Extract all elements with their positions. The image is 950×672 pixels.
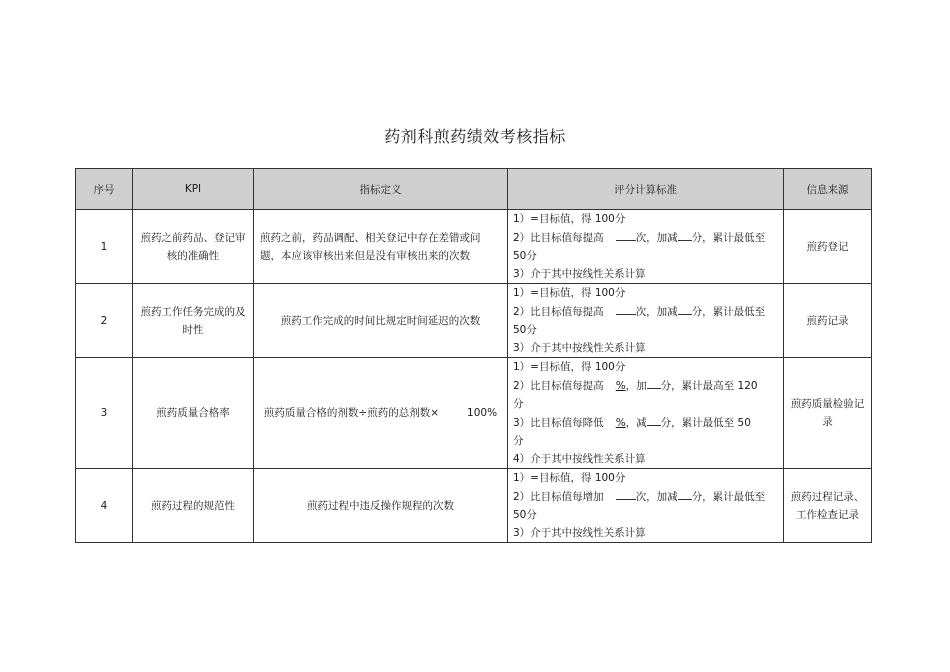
page-title: 药剂科煎药绩效考核指标 — [384, 127, 566, 146]
row-kpi: 煎药质量合格率 — [133, 358, 254, 469]
standard-line: 2）比目标值每提高 次，加减 分，累计最低至 — [513, 228, 778, 247]
standard-line: 分 — [513, 398, 524, 410]
standard-line: 3）介于其中按线性关系计算 — [513, 342, 646, 354]
row-no: 1 — [76, 210, 133, 284]
row-standard — [508, 284, 784, 358]
kpi-table — [75, 168, 872, 543]
standard-line: 1）=目标值，得 100分 — [513, 361, 626, 373]
row-kpi: 煎药之前药品、登记审核的准确性 — [133, 210, 254, 284]
row-source: 煎药过程记录、工作检查记录 — [784, 469, 872, 543]
standard-line: 3）介于其中按线性关系计算 — [513, 527, 646, 539]
standard-line: 3）比目标值每降低 %，减 分，累计最低至 50 — [513, 413, 778, 432]
row-source: 煎药登记 — [784, 210, 872, 284]
standard-line: 50分 — [513, 250, 537, 262]
table-row — [76, 210, 872, 284]
row-no: 4 — [76, 469, 133, 543]
standard-line: 2）比目标值每提高 次，加减 分，累计最低至 — [513, 302, 778, 321]
row-kpi: 煎药过程的规范性 — [133, 469, 254, 543]
row-standard — [508, 358, 784, 469]
header-definition: 指标定义 — [254, 169, 508, 210]
row-definition: 煎药过程中违反操作规程的次数 — [254, 469, 508, 543]
table-row — [76, 284, 872, 358]
row-definition: 煎药之前，药品调配、相关登记中存在差错或问题，本应该审核出来但是没有审核出来的次数 — [254, 210, 508, 284]
standard-line: 50分 — [513, 324, 537, 336]
row-no: 2 — [76, 284, 133, 358]
standard-line: 1）=目标值，得 100分 — [513, 213, 626, 225]
standard-line: 50分 — [513, 509, 537, 521]
header-source: 信息来源 — [784, 169, 872, 210]
standard-line: 3）介于其中按线性关系计算 — [513, 268, 646, 280]
row-standard — [508, 210, 784, 284]
standard-line: 2）比目标值每提高 %，加 分，累计最高至 120 — [513, 376, 778, 395]
row-definition: 煎药工作完成的时间比规定时间延迟的次数 — [254, 284, 508, 358]
standard-line: 1）=目标值，得 100分 — [513, 472, 626, 484]
row-source: 煎药质量检验记录 — [784, 358, 872, 469]
table-header-row — [76, 169, 872, 210]
row-standard — [508, 469, 784, 543]
standard-line: 1）=目标值，得 100分 — [513, 287, 626, 299]
header-kpi: KPI — [133, 169, 254, 210]
standard-line: 分 — [513, 435, 524, 447]
header-standard: 评分计算标准 — [508, 169, 784, 210]
table-row — [76, 469, 872, 543]
standard-line: 2）比目标值每增加 次，加减 分，累计最低至 — [513, 487, 778, 506]
row-source: 煎药记录 — [784, 284, 872, 358]
table-row — [76, 358, 872, 469]
header-no: 序号 — [76, 169, 133, 210]
standard-line: 4）介于其中按线性关系计算 — [513, 453, 646, 465]
row-kpi: 煎药工作任务完成的及时性 — [133, 284, 254, 358]
row-no: 3 — [76, 358, 133, 469]
row-definition: 煎药质量合格的剂数÷煎药的总剂数× 100% — [254, 358, 508, 469]
